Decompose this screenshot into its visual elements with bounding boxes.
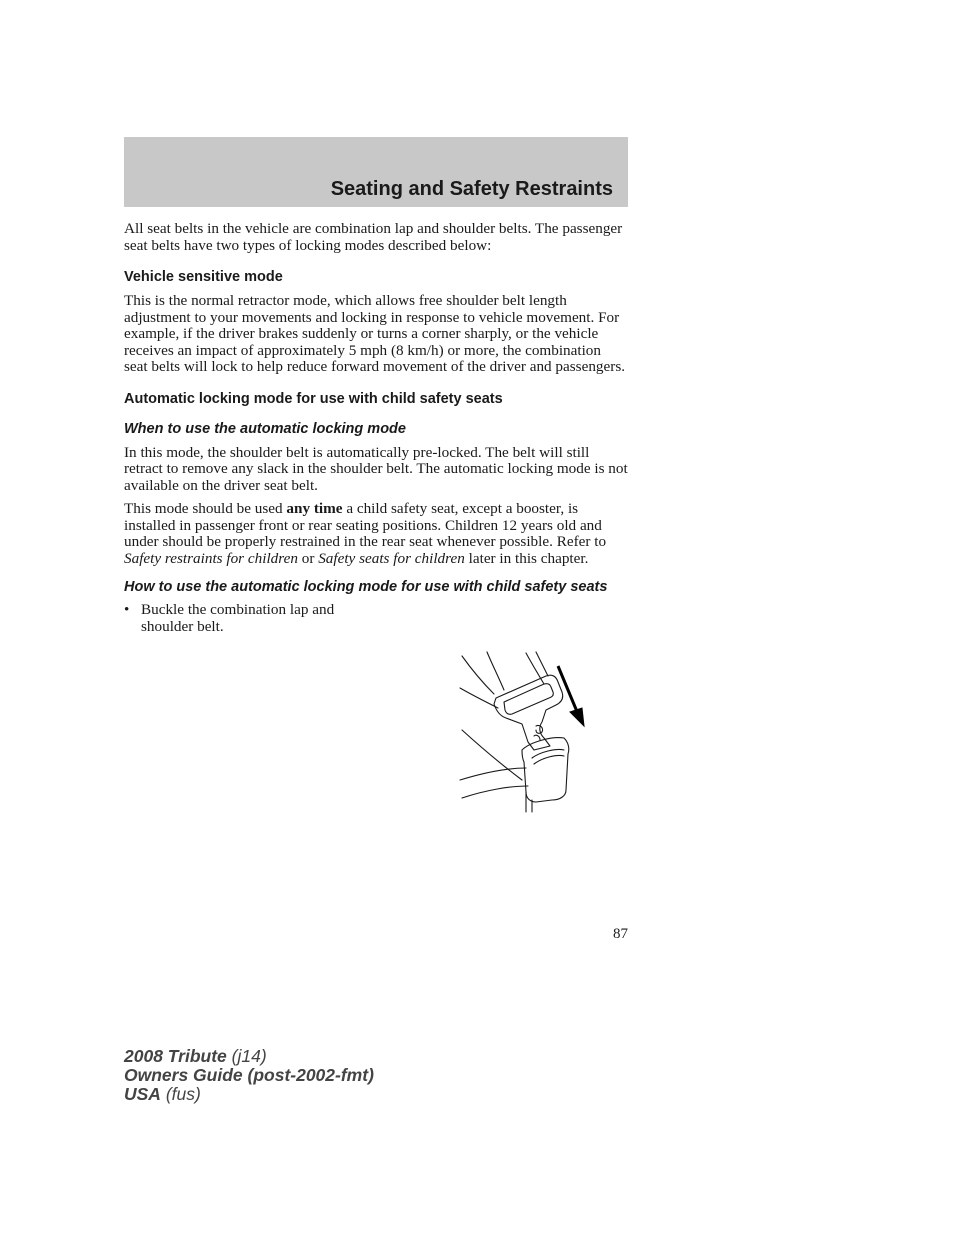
section-title: Seating and Safety Restraints bbox=[330, 178, 613, 200]
document-footer bbox=[124, 1047, 374, 1104]
page-content bbox=[124, 221, 628, 635]
latch-tongue-hole bbox=[534, 735, 540, 740]
shoulder-belt-line bbox=[526, 653, 544, 684]
automatic-locking-mode-heading: Automatic locking mode for use with child safety seats bbox=[124, 390, 503, 407]
intro-paragraph: All seat belts in the vehicle are combination lap and shoulder belts. The passenger seat belts have two types of locking modes described below: bbox=[124, 220, 623, 254]
footer-line-model bbox=[124, 1047, 374, 1066]
when-to-use-heading: When to use the automatic locking mode bbox=[124, 420, 406, 437]
shoulder-belt-line bbox=[462, 656, 494, 694]
when-to-use-paragraph: In this mode, the shoulder belt is automatically pre-locked. The belt will still retract to remove any slack in the shoulder belt. The automatic locking mode is not available on the driver seat belt. bbox=[124, 443, 628, 494]
footer-guide-format: Owners Guide (post-2002-fmt) bbox=[124, 1065, 374, 1085]
seat-belt-buckle-illustration bbox=[456, 650, 590, 815]
footer-model-code: (j14) bbox=[226, 1046, 267, 1066]
seat-edge-line bbox=[460, 768, 526, 780]
latch-plate bbox=[494, 675, 563, 750]
seat-edge-line bbox=[462, 730, 522, 780]
footer-market: USA bbox=[124, 1084, 161, 1104]
footer-model: 2008 Tribute bbox=[124, 1046, 227, 1066]
shoulder-belt-line bbox=[487, 652, 504, 690]
bullet-text: Buckle the combination lap and shoulder belt. bbox=[141, 601, 335, 635]
usage-text-2: a child safety seat, except a booster, is installed in passenger front or rear seating positions. Children 12 years old and under should be properly restrained in the rear seat whenever possible. Refer to bbox=[124, 500, 607, 550]
section-header-band bbox=[124, 137, 628, 207]
bullet-item bbox=[124, 602, 374, 635]
seat-edge-line bbox=[460, 688, 498, 708]
footer-line-market bbox=[124, 1085, 374, 1104]
vehicle-sensitive-mode-paragraph: This is the normal retractor mode, which allows free shoulder belt length adjustment to your movements and locking in response to vehicle movement. For example, if the driver brakes suddenly or turns a corner sharply, or the vehicle receives an impact of approximately 5 mph (8 km/h) or more, the combination seat belts will lock to help reduce forward movement of the driver and passengers. bbox=[124, 292, 626, 375]
insert-direction-arrow bbox=[558, 666, 584, 726]
footer-market-code: (fus) bbox=[160, 1084, 201, 1104]
usage-paragraph bbox=[124, 501, 628, 567]
page-number: 87 bbox=[613, 926, 628, 942]
reference-safety-seats-for-children: Safety seats for children bbox=[318, 549, 465, 567]
seat-edge-line bbox=[462, 786, 528, 798]
reference-safety-restraints-for-children: Safety restraints for children bbox=[124, 549, 298, 567]
usage-text-4: later in this chapter. bbox=[464, 549, 589, 567]
usage-text-3: or bbox=[297, 549, 319, 567]
usage-bold-any-time: any time bbox=[286, 500, 343, 517]
how-to-use-heading: How to use the automatic locking mode for use with child safety seats bbox=[124, 579, 608, 595]
bullet-mark: • bbox=[124, 601, 130, 618]
buckle-opening bbox=[534, 755, 564, 764]
vehicle-sensitive-mode-heading: Vehicle sensitive mode bbox=[124, 269, 283, 285]
usage-text-1: This mode should be used bbox=[124, 500, 287, 517]
shoulder-belt-line bbox=[536, 652, 548, 676]
